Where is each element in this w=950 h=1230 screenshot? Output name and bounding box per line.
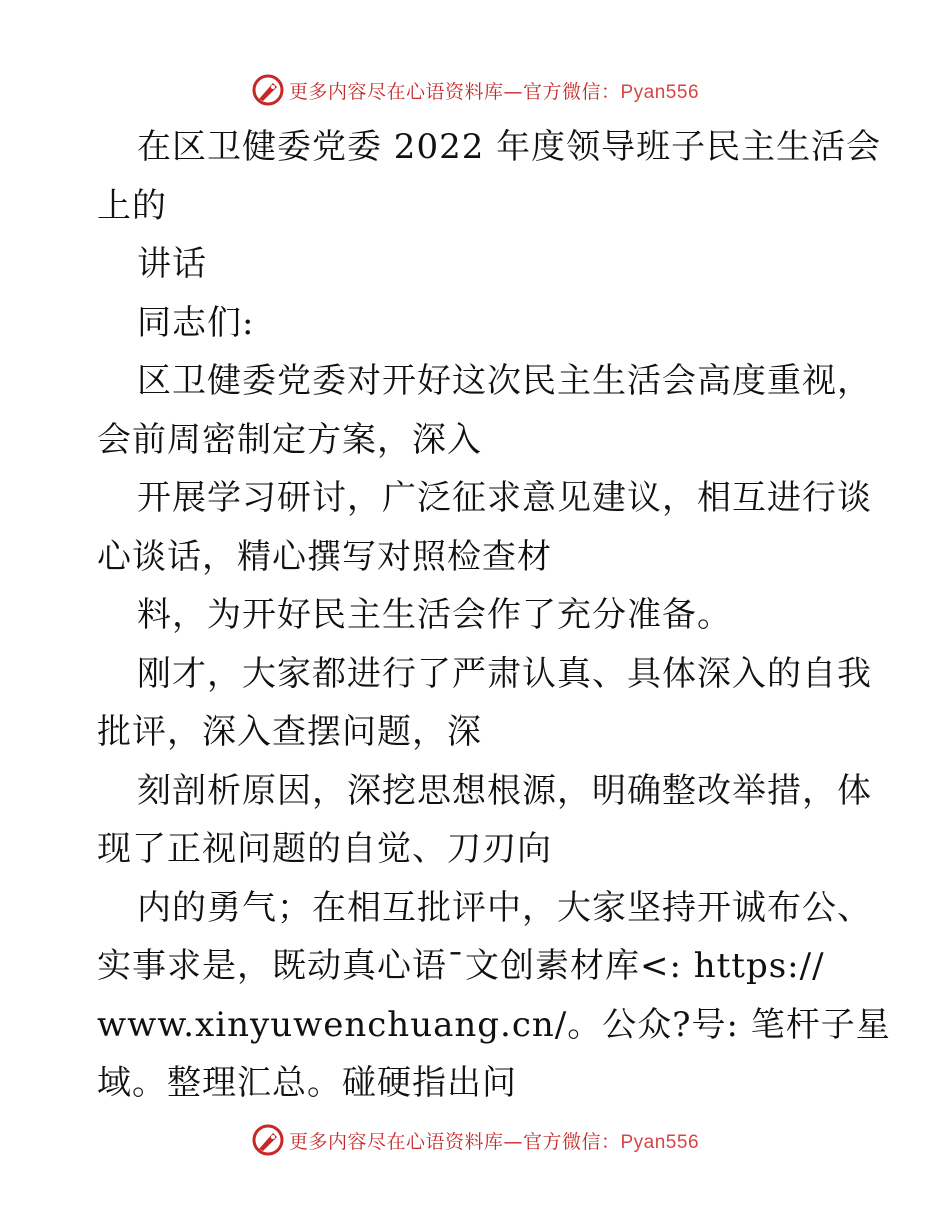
text-line: 内的勇气；在相互批评中，大家坚持开诚布公、: [137, 887, 872, 928]
text-line: 区卫健委党委对开好这次民主生活会高度重视，: [137, 361, 872, 401]
watermark-text: [289, 1127, 699, 1154]
footer-watermark: [0, 1120, 950, 1160]
document-body: [97, 118, 891, 1113]
text-line: 刚才，大家都进行了严肃认真、具体深入的自我: [137, 653, 872, 694]
text-line: 讲话: [137, 244, 207, 284]
watermark-separator: —: [503, 80, 523, 103]
watermark-wechat-label: 官方微信：: [522, 1130, 621, 1153]
pen-nib-icon: [251, 73, 285, 107]
pen-nib-icon: [251, 1123, 285, 1157]
watermark-wechat-id: Pyan556: [620, 1131, 700, 1153]
watermark-wechat-label: 官方微信：: [522, 80, 621, 103]
text-line: 上的: [97, 185, 167, 226]
text-line: 料，为开好民主生活会作了充分准备。: [137, 595, 732, 635]
text-line: 域。整理汇总。碰硬指出问: [97, 1063, 517, 1103]
watermark-main-text: 更多内容尽在心语资料库: [288, 80, 504, 103]
text-line: 实事求是，既动真心语¯文创素材库<: https://: [97, 946, 825, 986]
watermark-main-text: 更多内容尽在心语资料库: [288, 1130, 504, 1153]
text-line: 批评，深入查摆问题，深: [97, 712, 482, 752]
text-line: 开展学习研讨，广泛征求意见建议，相互进行谈: [137, 478, 872, 518]
text-line: 刻剖析原因，深挖思想根源，明确整改举措，体: [137, 770, 872, 811]
text-line: 心谈话，精心撰写对照检查材: [97, 536, 552, 577]
watermark-wechat-id: Pyan556: [620, 81, 700, 103]
text-line: www.xinyuwenchuang.cn/。公众?号: 笔杆子星: [97, 1004, 891, 1045]
text-line: 同志们:: [137, 302, 255, 343]
watermark-separator: —: [503, 1130, 523, 1153]
header-watermark: [0, 70, 950, 110]
text-line: 现了正视问题的自觉、刀刃向: [97, 829, 552, 869]
text-line: 在区卫健委党委 2022 年度领导班子民主生活会: [137, 127, 882, 167]
text-line: 会前周密制定方案，深入: [97, 419, 482, 460]
watermark-text: [289, 77, 699, 104]
